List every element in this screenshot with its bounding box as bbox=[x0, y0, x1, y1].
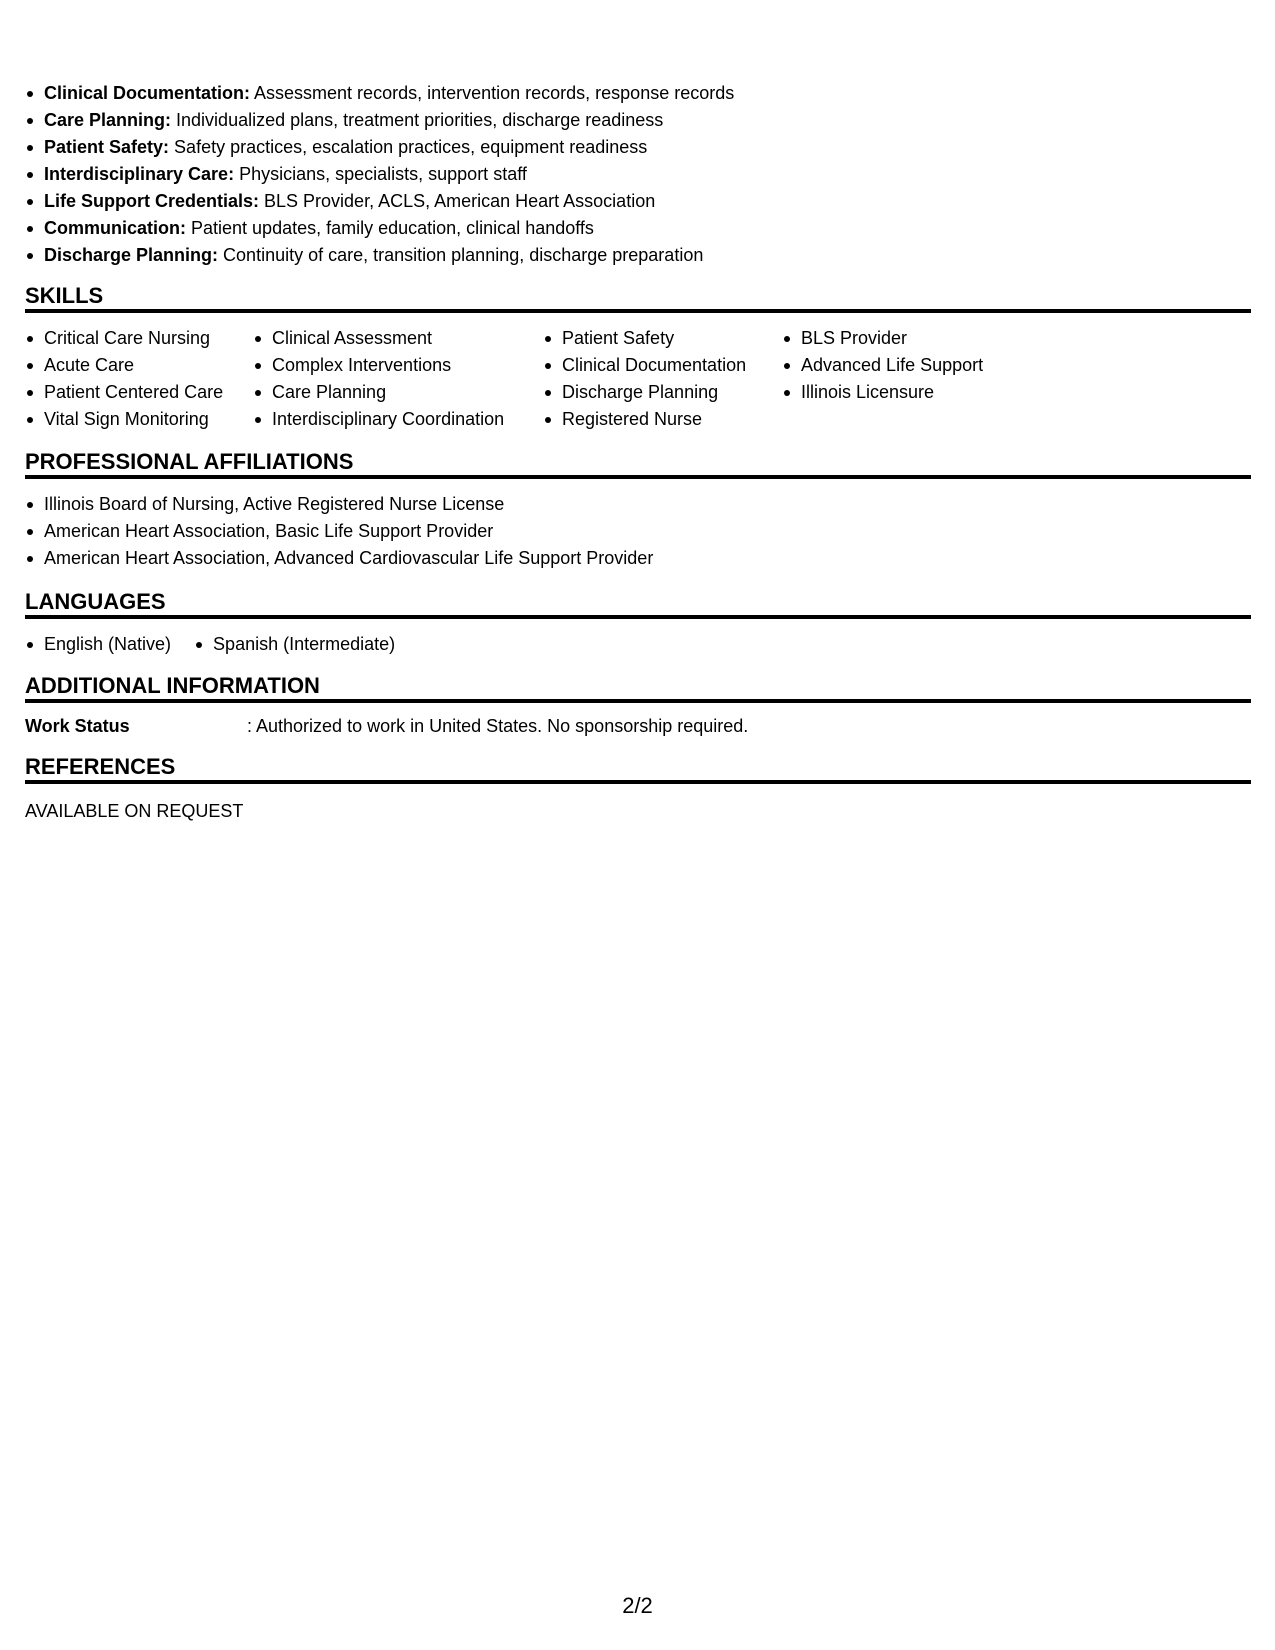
skill-item: BLS Provider bbox=[782, 325, 983, 352]
skill-item: Clinical Documentation bbox=[543, 352, 746, 379]
item-label: Discharge Planning: bbox=[44, 245, 219, 265]
item-text: Safety practices, escalation practices, equipment readiness bbox=[169, 137, 648, 157]
references-heading: REFERENCES bbox=[25, 756, 1251, 784]
item-text: Continuity of care, transition planning, discharge preparation bbox=[218, 245, 704, 265]
list-item bbox=[25, 80, 1255, 107]
languages-list bbox=[25, 631, 418, 658]
work-status-value: : Authorized to work in United States. No sponsorship required. bbox=[247, 716, 749, 736]
skills-column bbox=[253, 325, 504, 433]
item-label: Care Planning: bbox=[44, 110, 172, 130]
skill-item: Interdisciplinary Coordination bbox=[253, 406, 504, 433]
skills-column bbox=[543, 325, 746, 433]
skill-item: Patient Centered Care bbox=[25, 379, 223, 406]
item-label: Life Support Credentials: bbox=[44, 191, 260, 211]
page-number: 2/2 bbox=[622, 1593, 653, 1618]
skill-item: Complex Interventions bbox=[253, 352, 504, 379]
skill-item: Critical Care Nursing bbox=[25, 325, 223, 352]
competencies-list bbox=[25, 80, 1255, 269]
skill-item: Discharge Planning bbox=[543, 379, 746, 406]
skill-item: Illinois Licensure bbox=[782, 379, 983, 406]
language-item: Spanish (Intermediate) bbox=[194, 631, 395, 658]
list-item bbox=[25, 107, 1255, 134]
references-text: AVAILABLE ON REQUEST bbox=[25, 801, 244, 821]
languages-heading: LANGUAGES bbox=[25, 591, 1251, 619]
list-item bbox=[25, 215, 1255, 242]
skill-item: Acute Care bbox=[25, 352, 223, 379]
item-label: Clinical Documentation: bbox=[44, 83, 251, 103]
list-item: American Heart Association, Basic Life Support Provider bbox=[25, 518, 653, 545]
item-text: Assessment records, intervention records, response records bbox=[250, 83, 735, 103]
item-label: Patient Safety: bbox=[44, 137, 170, 157]
item-text: Individualized plans, treatment priorities, discharge readiness bbox=[171, 110, 664, 130]
skill-item: Registered Nurse bbox=[543, 406, 746, 433]
item-label: Interdisciplinary Care: bbox=[44, 164, 235, 184]
list-item bbox=[25, 161, 1255, 188]
list-item bbox=[25, 242, 1255, 269]
list-item bbox=[25, 134, 1255, 161]
list-item: American Heart Association, Advanced Cardiovascular Life Support Provider bbox=[25, 545, 653, 572]
item-label: Communication: bbox=[44, 218, 186, 238]
skills-column bbox=[782, 325, 983, 406]
skills-column bbox=[25, 325, 223, 433]
additional-info-heading: ADDITIONAL INFORMATION bbox=[25, 675, 1251, 703]
skill-item: Advanced Life Support bbox=[782, 352, 983, 379]
skill-item: Care Planning bbox=[253, 379, 504, 406]
work-status-label: Work Status bbox=[25, 716, 130, 736]
skill-item: Vital Sign Monitoring bbox=[25, 406, 223, 433]
skill-item: Patient Safety bbox=[543, 325, 746, 352]
item-text: Physicians, specialists, support staff bbox=[234, 164, 527, 184]
language-item: English (Native) bbox=[25, 631, 171, 658]
list-item bbox=[25, 188, 1255, 215]
affiliations-heading: PROFESSIONAL AFFILIATIONS bbox=[25, 451, 1251, 479]
item-text: BLS Provider, ACLS, American Heart Association bbox=[259, 191, 656, 211]
list-item: Illinois Board of Nursing, Active Registered Nurse License bbox=[25, 491, 653, 518]
skill-item: Clinical Assessment bbox=[253, 325, 504, 352]
skills-heading: SKILLS bbox=[25, 285, 1251, 313]
item-text: Patient updates, family education, clinical handoffs bbox=[186, 218, 594, 238]
affiliations-list bbox=[25, 491, 653, 572]
